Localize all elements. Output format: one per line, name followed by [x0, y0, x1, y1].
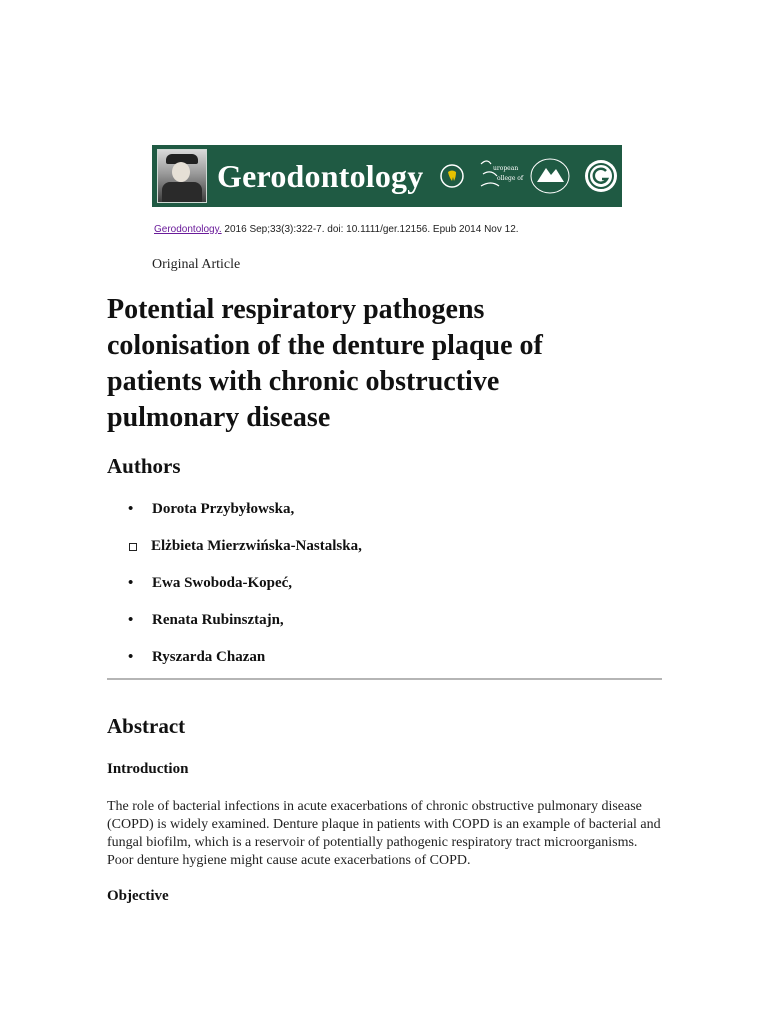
journal-link[interactable]: Gerodontology.: [154, 224, 222, 235]
tooth-emblem-icon: [439, 163, 465, 189]
authors-heading: Authors: [107, 454, 181, 478]
article-type: Original Article: [152, 257, 241, 272]
author-list: [128, 498, 362, 683]
journal-banner: [152, 145, 622, 207]
author-item: [128, 572, 362, 609]
citation-details: 2016 Sep;33(3):322-7. doi: 10.1111/ger.12156. Epub 2014 Nov 12.: [224, 224, 519, 235]
author-name: Ryszarda Chazan: [152, 649, 266, 665]
author-item: [128, 498, 362, 535]
author-name: Dorota Przybyłowska,: [152, 501, 295, 517]
bullet-icon: •: [128, 612, 134, 628]
citation-line: [154, 224, 519, 235]
svg-text:uropean: uropean: [493, 165, 519, 172]
society-logos: [439, 156, 619, 196]
abstract-heading: Abstract: [107, 714, 186, 738]
introduction-heading: Introduction: [107, 761, 189, 777]
author-name: Elżbieta Mierzwińska-Nastalska,: [151, 538, 362, 554]
objective-heading: Objective: [107, 888, 169, 904]
author-name: Ewa Swoboda-Kopeć,: [152, 575, 293, 591]
svg-text:ollege of: ollege of: [497, 175, 524, 182]
author-item: [128, 609, 362, 646]
mountain-seal-icon: [529, 156, 571, 196]
bullet-icon: •: [128, 649, 134, 665]
introduction-text: The role of bacterial infections in acute exacerbations of chronic obstructive pulmonary disease (COPD) is widely examined. Denture plaque in patients with COPD is an example of bacterial and fungal biofilm, which is a reservoir of potentially pathogenic respiratory tract microorganisms. Poor denture hygiene might cause acute exacerbations of COPD.: [107, 799, 661, 868]
author-name: Renata Rubinsztajn,: [152, 612, 284, 628]
journal-portrait-image: [157, 149, 207, 203]
author-item: [128, 535, 362, 572]
square-bullet-icon: [129, 543, 137, 551]
bullet-icon: •: [128, 575, 134, 591]
article-title: Potential respiratory pathogens colonisation of the denture plaque of patients with chronic obstructive pulmonary disease: [107, 294, 543, 433]
european-college-script-icon: [477, 156, 524, 196]
bullet-icon: •: [128, 501, 134, 517]
section-divider: [107, 678, 662, 680]
journal-name: Gerodontology: [217, 157, 424, 194]
circular-g-seal-icon: [583, 158, 619, 194]
